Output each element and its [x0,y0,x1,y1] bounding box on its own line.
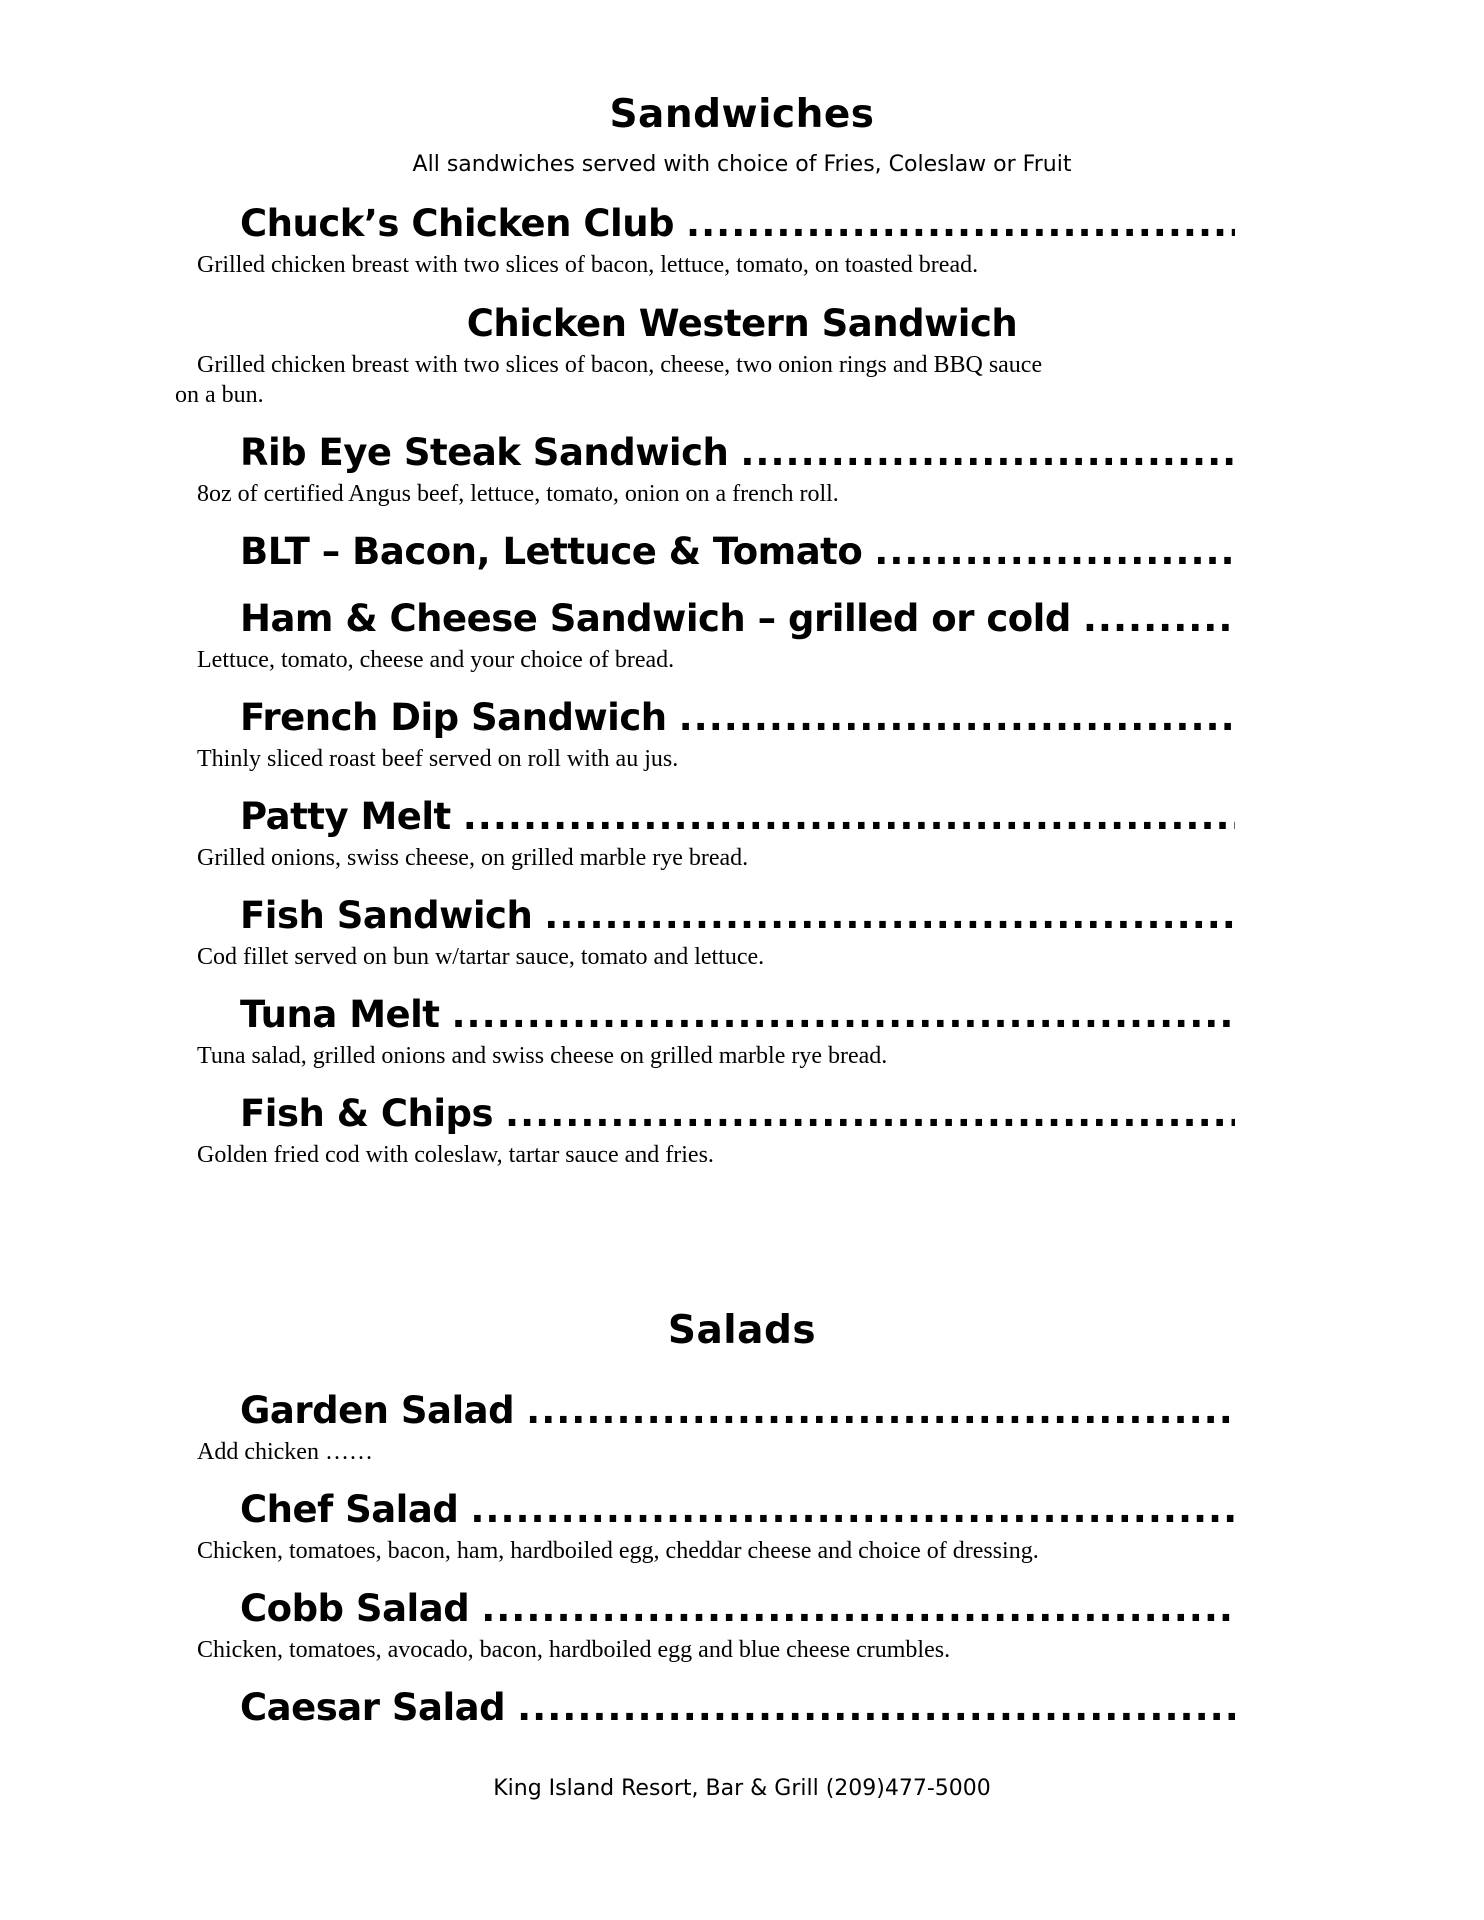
item-description: Tuna salad, grilled onions and swiss cheese on grilled marble rye bread. [197,1043,888,1069]
item-description-line: Grilled chicken breast with two slices of bacon, cheese, two onion rings and BBQ sauce [197,352,1043,378]
dot-leader [517,1682,1235,1734]
sandwiches-note: All sandwiches served with choice of Fries, Coleslaw or Fruit [412,152,1072,177]
salads-title: Salads [667,1308,817,1353]
item-name: Patty Melt [240,795,451,838]
menu-item-patty-melt [240,791,1235,843]
item-name: Cobb Salad [240,1587,470,1630]
sandwiches-title: Sandwiches [609,92,875,137]
dot-leader [481,1583,1235,1635]
item-description: Cod fillet served on bun w/tartar sauce, tomato and lettuce. [197,944,765,970]
dot-leader [1083,593,1235,645]
item-description: Golden fried cod with coleslaw, tartar sauce and fries. [197,1142,714,1168]
item-description: Add chicken …… [197,1439,373,1465]
menu-item-garden-salad [240,1385,1235,1437]
dot-leader [679,692,1235,744]
item-name: Tuna Melt [240,993,440,1036]
footer-contact: King Island Resort, Bar & Grill (209)477-5000 [493,1776,991,1801]
menu-item-chucks-chicken-club [240,198,1235,250]
item-name: Ham & Cheese Sandwich – grilled or cold [240,597,1071,640]
menu-item-blt [240,526,1235,578]
dot-leader [526,1385,1235,1437]
menu-item-tuna-melt [240,989,1235,1041]
item-name: Caesar Salad [240,1686,506,1729]
dot-leader [740,427,1235,479]
item-name: BLT – Bacon, Lettuce & Tomato [240,530,863,573]
menu-item-fish-sandwich [240,890,1235,942]
item-name: Garden Salad [240,1389,515,1432]
dot-leader [470,1484,1235,1536]
item-name: Fish Sandwich [240,894,533,937]
menu-item-french-dip-sandwich [240,692,1235,744]
dot-leader [544,890,1235,942]
item-description-line: on a bun. [175,382,264,408]
item-description: Grilled chicken breast with two slices of bacon, lettuce, tomato, on toasted bread. [197,252,979,278]
menu-item-chicken-western-sandwich [0,298,1484,350]
dot-leader [874,526,1235,578]
menu-item-cobb-salad [240,1583,1235,1635]
item-name: Rib Eye Steak Sandwich [240,431,729,474]
item-name: Chef Salad [240,1488,459,1531]
item-description [175,350,1175,410]
item-description: Lettuce, tomato, cheese and your choice of bread. [197,647,675,673]
dot-leader [505,1088,1235,1140]
menu-item-rib-eye-steak-sandwich [240,427,1235,479]
menu-item-fish-and-chips [240,1088,1235,1140]
item-name: Chicken Western Sandwich [466,302,1018,345]
dot-leader [463,791,1235,843]
menu-item-chef-salad [240,1484,1235,1536]
item-name: Chuck’s Chicken Club [240,202,675,245]
dot-leader [452,989,1236,1041]
menu-item-ham-cheese-sandwich [240,593,1235,645]
dot-leader [686,198,1235,250]
item-description: Grilled onions, swiss cheese, on grilled marble rye bread. [197,845,749,871]
item-name: Fish & Chips [240,1092,494,1135]
menu-item-caesar-salad [240,1682,1235,1734]
item-description: Thinly sliced roast beef served on roll with au jus. [197,746,679,772]
item-description: Chicken, tomatoes, avocado, bacon, hardboiled egg and blue cheese crumbles. [197,1637,951,1663]
item-description: Chicken, tomatoes, bacon, ham, hardboiled egg, cheddar cheese and choice of dressing. [197,1538,1039,1564]
item-name: French Dip Sandwich [240,696,667,739]
item-description: 8oz of certified Angus beef, lettuce, tomato, onion on a french roll. [197,481,839,507]
